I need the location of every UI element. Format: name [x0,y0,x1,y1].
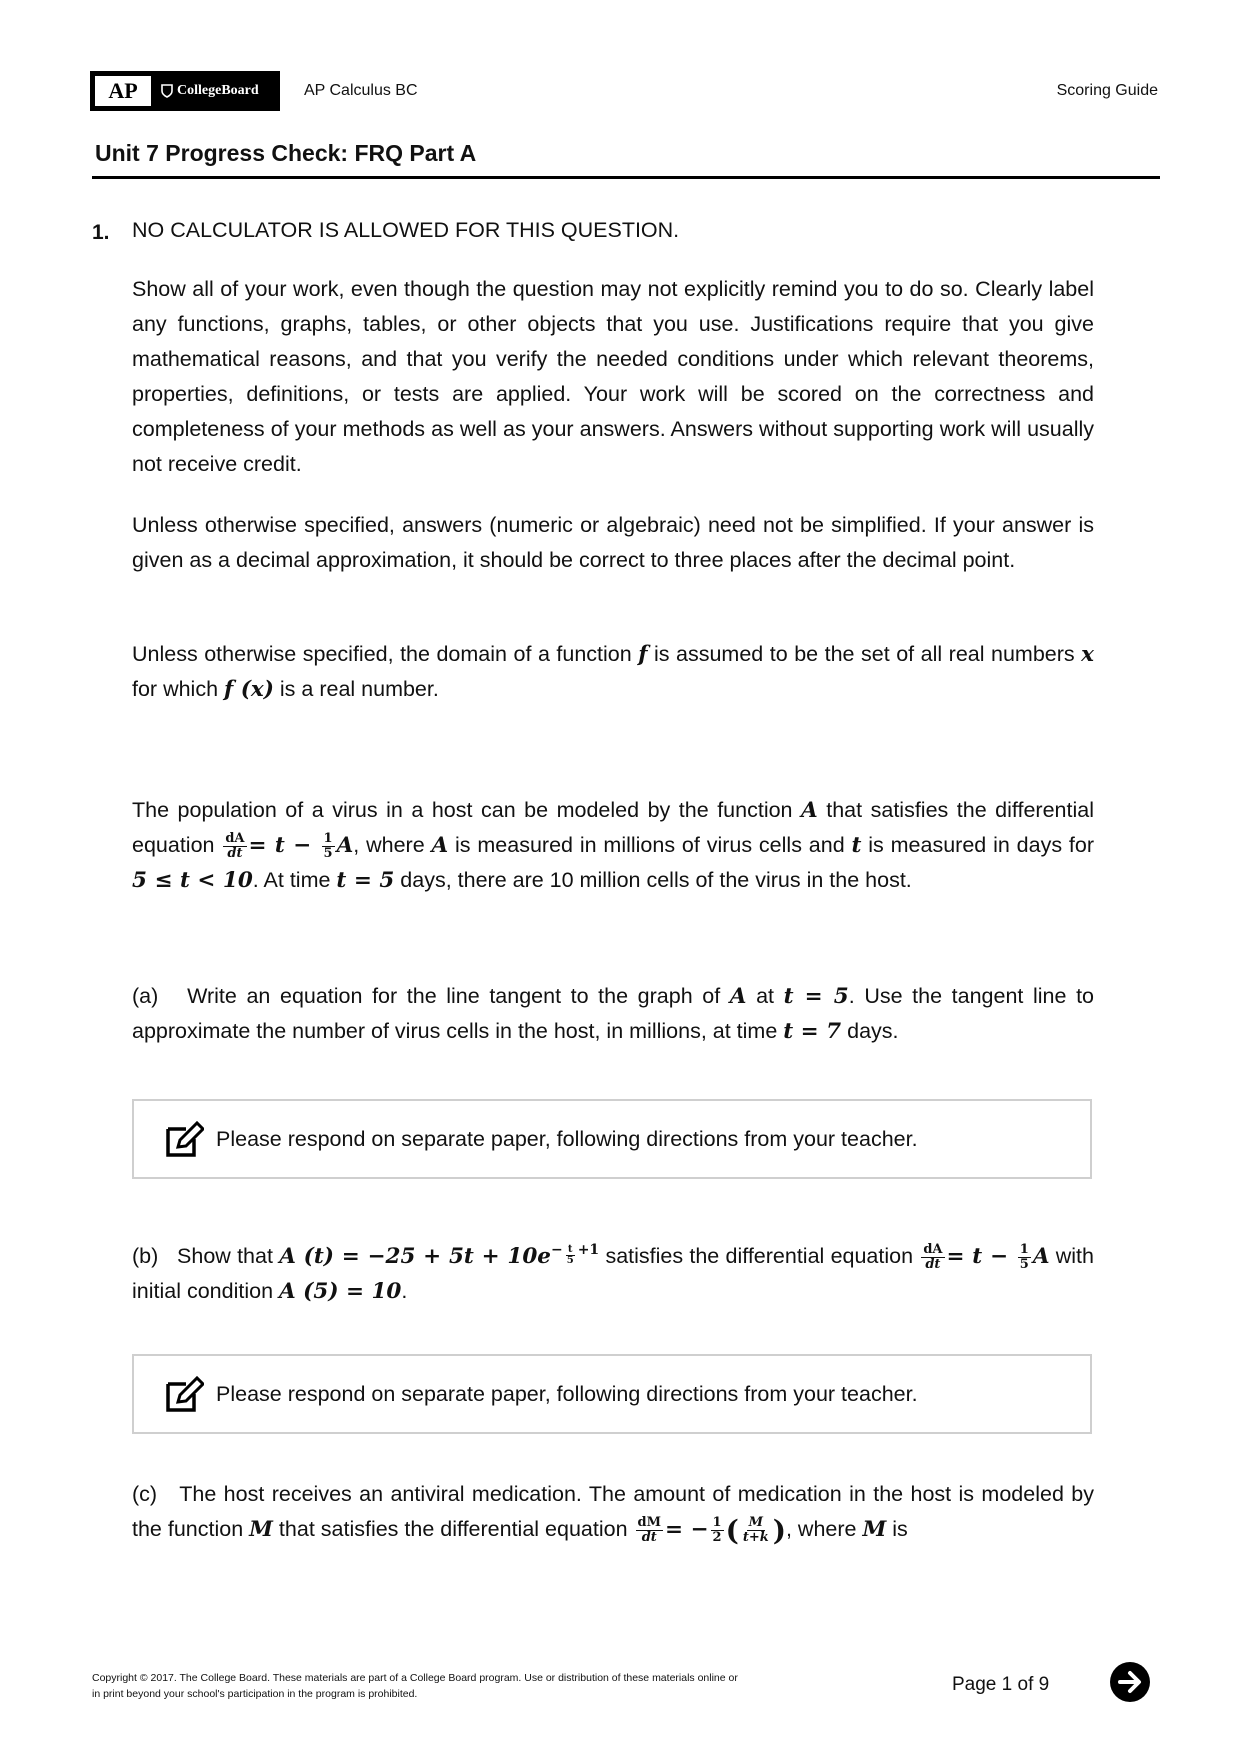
title-divider [92,176,1160,179]
copyright-notice: Copyright © 2017. The College Board. These materials are part of a College Board program. Use or distribution of these materials online or in print beyond your school's participation in the program is prohibited. [92,1672,738,1700]
shield-icon [161,84,173,98]
respond-instruction: Please respond on separate paper, following directions from your teacher. [216,1126,918,1151]
part-b-prompt: (b) Show that A $(t) = -25 + 5t + 10e^{- \frac{t}{5} +1}$ satisfies the differential equation $\frac{dA}{dt}$ = t − $\frac{1}{5}$ A with initial condition A (5) = 10. [132,1241,1094,1304]
domain-note: Unless otherwise specified, the domain of a function f is assumed to be the set of all real numbers x for which f (x) is a real number. [132,642,1094,702]
edit-icon [164,1374,204,1414]
next-page-button[interactable] [1110,1662,1150,1702]
question-number: 1. [92,221,110,244]
exponent: − t 5 +1 [551,1242,600,1266]
part-a-prompt: (a) Write an equation for the line tangent to the graph of A at t = 5. Use the tangent line to approximate the number of virus cells in the host, in millions, at time t = 7 days. [132,984,1094,1044]
page-number: Page 1 of 9 [952,1674,1050,1695]
response-box-a[interactable] [132,1099,1092,1179]
part-c-prompt: (c) The host receives an antiviral medication. The amount of medication in the host is modeled by the function M that satisfies the differential equation $\frac{dM}{dt}$ = − $\frac{1}{2}$ ( $\frac{M}{t+k}$ ), where M is [132,1482,1095,1547]
one-fifth-fraction: $\frac{1}{5}$ [323,830,333,861]
page-title: Unit 7 Progress Check: FRQ Part A [95,140,477,166]
ap-collegeboard-logo [90,71,280,111]
response-box-b[interactable] [132,1354,1092,1434]
instructions-work: Show all of your work, even though the question may not explicitly remind you to do so. Clearly label any functions, graphs, tables, or other objects that you use. Justifications require that you give mathematical reasons, and that you verify the needed conditions under which relevant theorems, properties, definitions, or tests are applied. Your work will be scored on the correctness and completeness of your methods as well as your answers. Answers without supporting work will usually not receive credit. [132,277,1094,476]
ap-logo-mark: AP [95,76,151,106]
question-stem: The population of a virus in a host can be modeled by the function A that satisfies the differential equation $\frac{dA}{dt}$ = t − $\frac{1}{5}$ A, where A is measured in millions of virus cells and t is measured in days for 5 ≤ t < 10. At time t = 5 days, there are 10 million cells of the virus in the host. [132,798,1095,893]
guide-label: Scoring Guide [1056,82,1158,99]
dA-dt-fraction: $\frac{dA}{dt}$ [225,830,245,861]
edit-icon [164,1119,204,1159]
arrow-right-icon [1110,1662,1150,1702]
calculator-notice: NO CALCULATOR IS ALLOWED FOR THIS QUESTION. [132,218,680,242]
respond-instruction: Please respond on separate paper, following directions from your teacher. [216,1381,918,1406]
collegeboard-logo-text: CollegeBoard [151,73,259,109]
course-name: AP Calculus BC [304,82,418,99]
instructions-simplify: Unless otherwise specified, answers (numeric or algebraic) need not be simplified. If your answer is given as a decimal approximation, it should be correct to three places after the decimal point. [132,513,1094,572]
